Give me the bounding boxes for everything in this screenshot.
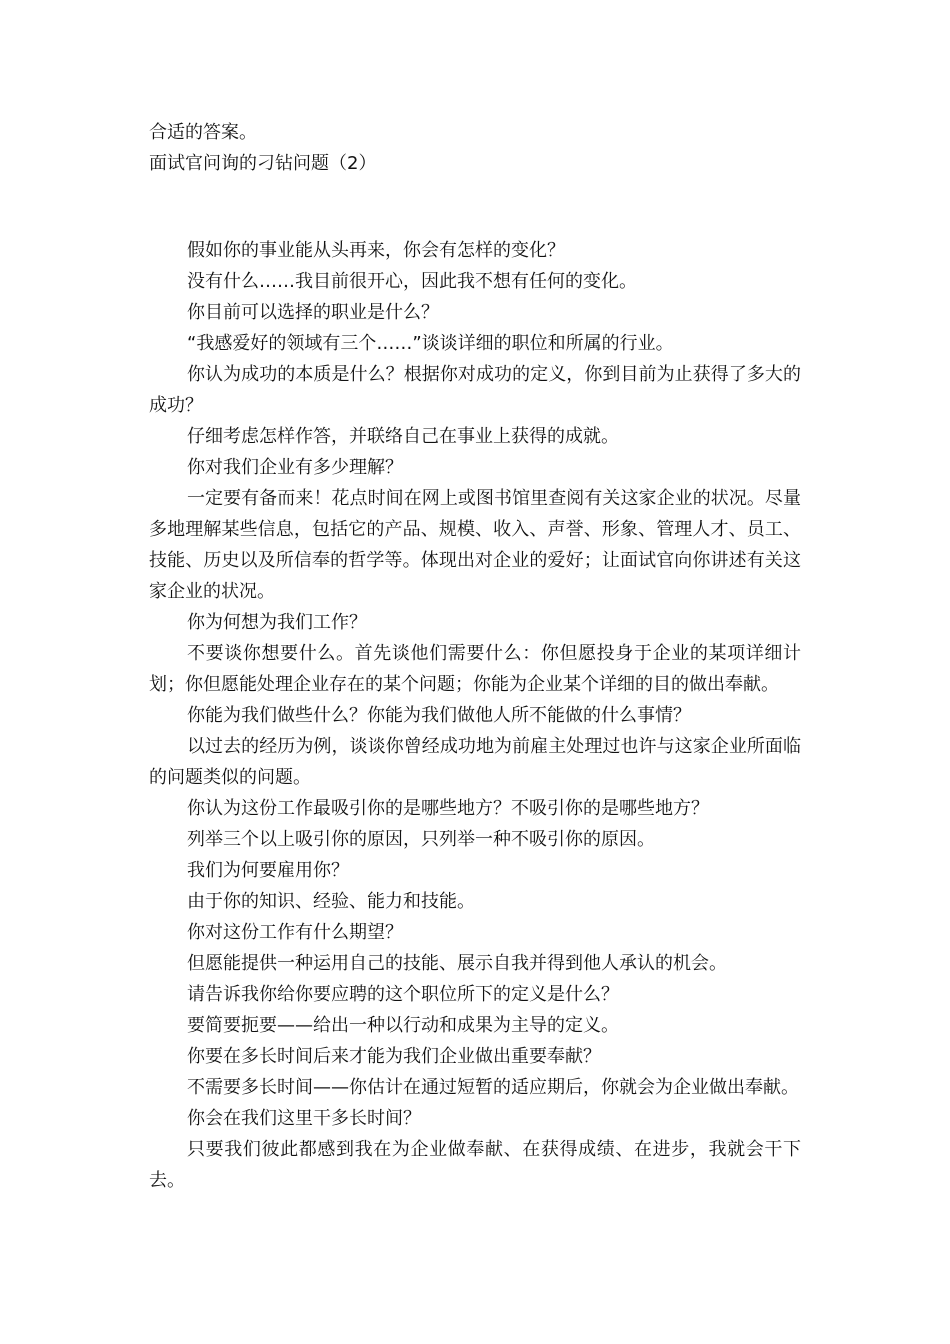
answer-paragraph: 不需要多长时间——你估计在通过短暂的适应期后，你就会为企业做出奉献。 <box>187 1077 799 1098</box>
answer-paragraph: 以过去的经历为例，谈谈你曾经成功地为前雇主处理过也许与这家企业所面临的问题类似的问题。 <box>149 736 801 788</box>
question-paragraph: 你会在我们这里干多长时间？ <box>187 1108 421 1129</box>
question-paragraph: 你要在多长时间后来才能为我们企业做出重要奉献？ <box>187 1046 601 1067</box>
continuation-text: 合适的答案。 <box>149 122 257 143</box>
answer-paragraph: 由于你的知识、经验、能力和技能。 <box>187 891 475 912</box>
header-block <box>149 117 809 179</box>
answer-paragraph: 列举三个以上吸引你的原因，只列举一种不吸引你的原因。 <box>187 829 655 850</box>
answer-paragraph: 仔细考虑怎样作答，并联络自己在事业上获得的成就。 <box>187 426 619 447</box>
answer-paragraph: 但愿能提供一种运用自己的技能、展示自我并得到他人承认的机会。 <box>187 953 727 974</box>
qa-body <box>149 235 801 1196</box>
section-title: 面试官问询的刁钻问题（2） <box>149 153 377 174</box>
question-paragraph: 假如你的事业能从头再来，你会有怎样的变化？ <box>187 240 565 261</box>
question-paragraph: 你能为我们做些什么？你能为我们做他人所不能做的什么事情？ <box>187 705 691 726</box>
question-paragraph: 你认为这份工作最吸引你的是哪些地方？不吸引你的是哪些地方？ <box>187 798 709 819</box>
question-paragraph: 你认为成功的本质是什么？根据你对成功的定义，你到目前为止获得了多大的成功？ <box>149 364 801 416</box>
answer-paragraph: 一定要有备而来！花点时间在网上或图书馆里查阅有关这家企业的状况。尽量多地理解某些信息，包括它的产品、规模、收入、声誉、形象、管理人才、员工、技能、历史以及所信奉的哲学等。体现出对企业的爱好；让面试官向你讲述有关这家企业的状况。 <box>149 488 801 602</box>
answer-paragraph: 只要我们彼此都感到我在为企业做奉献、在获得成绩、在进步，我就会干下去。 <box>149 1139 801 1191</box>
answer-paragraph: “我感爱好的领域有三个……”谈谈详细的职位和所属的行业。 <box>187 333 674 354</box>
question-paragraph: 你为何想为我们工作？ <box>187 612 367 633</box>
question-paragraph: 你对这份工作有什么期望？ <box>187 922 403 943</box>
answer-paragraph: 没有什么……我目前很开心，因此我不想有任何的变化。 <box>187 271 637 292</box>
question-paragraph: 我们为何要雇用你？ <box>187 860 349 881</box>
answer-paragraph: 要简要扼要——给出一种以行动和成果为主导的定义。 <box>187 1015 619 1036</box>
question-paragraph: 你对我们企业有多少理解？ <box>187 457 403 478</box>
answer-paragraph: 不要谈你想要什么。首先谈他们需要什么：你但愿投身于企业的某项详细计划；你但愿能处理企业存在的某个问题；你能为企业某个详细的目的做出奉献。 <box>149 643 801 695</box>
question-paragraph: 你目前可以选择的职业是什么？ <box>187 302 439 323</box>
question-paragraph: 请告诉我你给你要应聘的这个职位所下的定义是什么？ <box>187 984 619 1005</box>
